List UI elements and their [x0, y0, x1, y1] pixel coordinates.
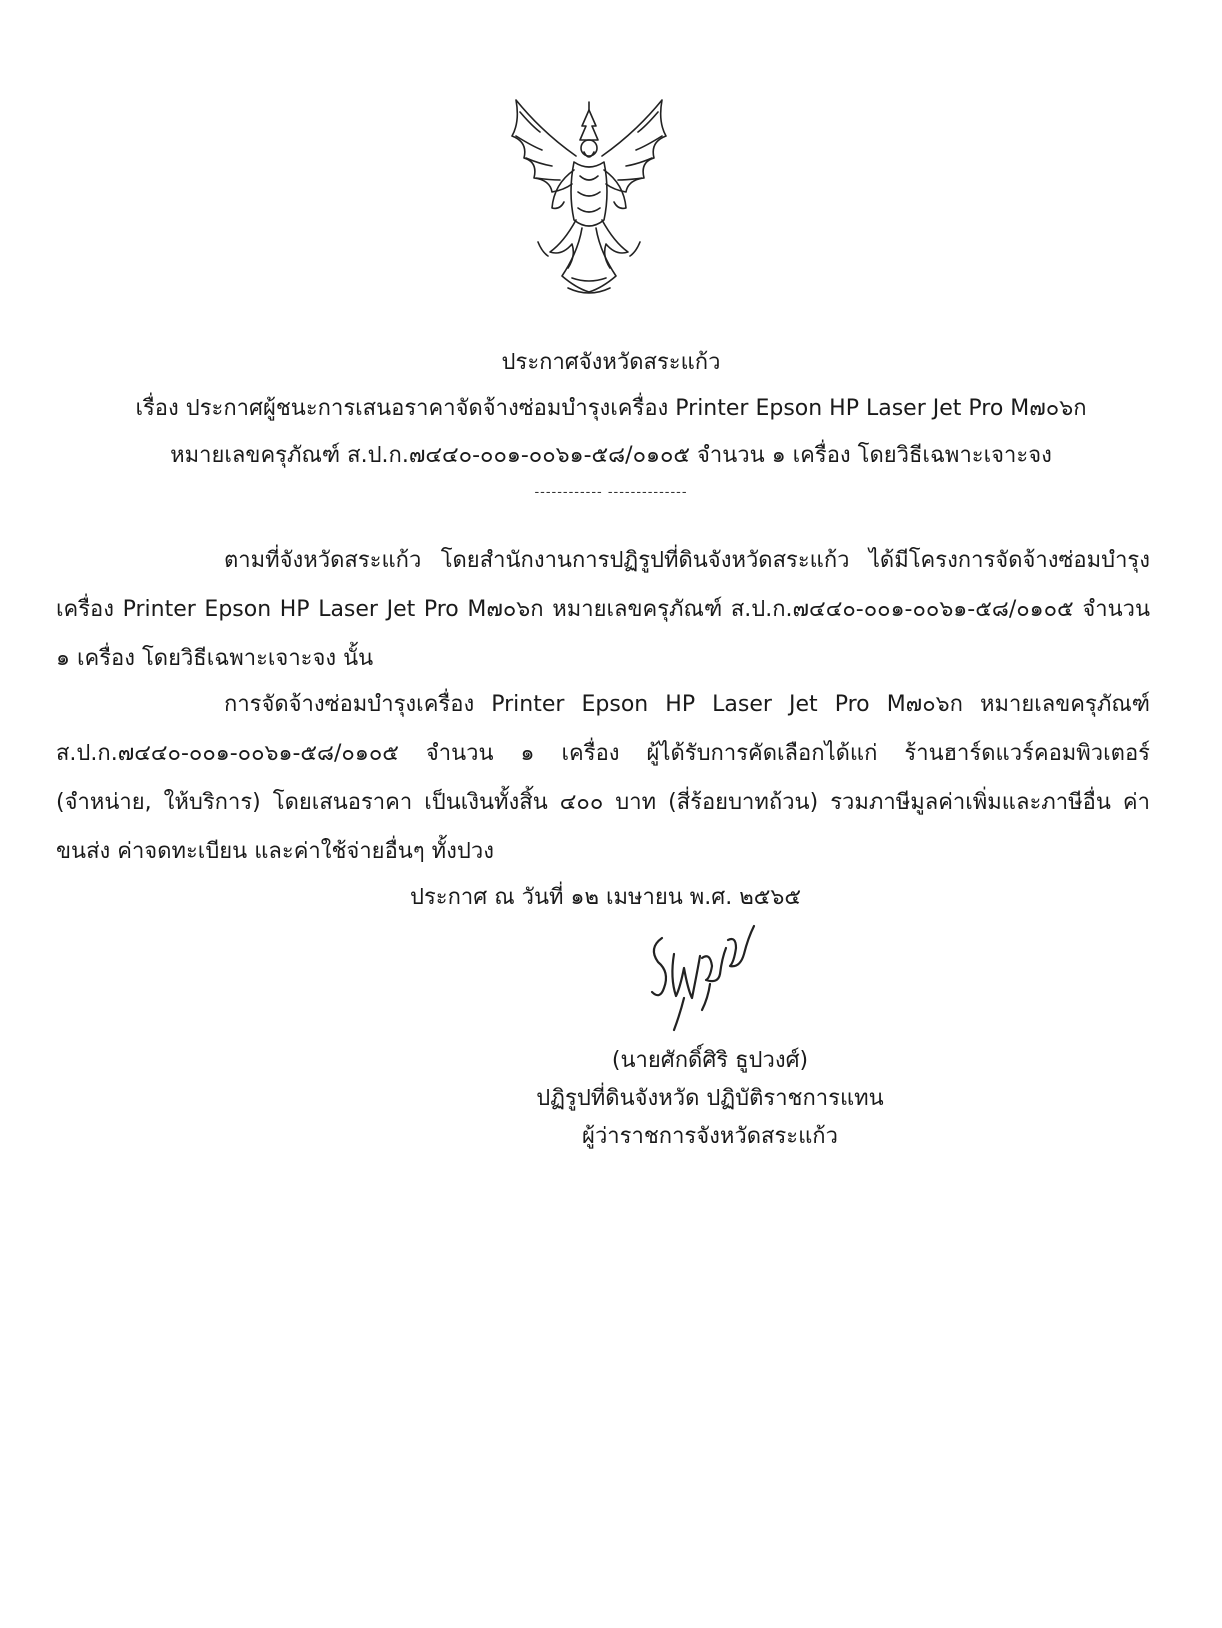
body-paragraph-1 [56, 536, 1150, 683]
garuda-emblem-icon [502, 92, 676, 302]
handwritten-signature-icon [640, 918, 770, 1038]
subject-line-1: เรื่อง ประกาศผู้ชนะการเสนอราคาจัดจ้างซ่อมบำรุงเครื่อง Printer Epson HP Laser Jet Pro M๗๐๖ก [135, 396, 1087, 421]
paragraph-1-text: ตามที่จังหวัดสระแก้ว โดยสำนักงานการปฏิรูปที่ดินจังหวัดสระแก้ว ได้มีโครงการจัดจ้างซ่อมบำรุงเครื่อง Printer Epson HP Laser Jet Pro M๗๐๖ก หมายเลขครุภัณฑ์ ส.ป.ก.๗๔๔๐-๐๐๑-๐๐๖๑-๕๘/๐๑๐๕ จำนวน ๑ เครื่อง โดยวิธีเฉพาะเจาะจง นั้น [56, 548, 1150, 671]
announcement-date: ประกาศ ณ วันที่ ๑๒ เมษายน พ.ศ. ๒๕๖๕ [410, 885, 801, 910]
signer-position: ปฏิรูปที่ดินจังหวัด ปฏิบัติราชการแทน [536, 1086, 884, 1111]
signer-name: (นายศักดิ์ศิริ ธูปวงศ์) [611, 1048, 809, 1073]
subject-line-2: หมายเลขครุภัณฑ์ ส.ป.ก.๗๔๔๐-๐๐๑-๐๐๖๑-๕๘/๐๑๐๕ จำนวน ๑ เครื่อง โดยวิธีเฉพาะเจาะจง [170, 443, 1052, 468]
body-paragraph-2 [56, 680, 1150, 876]
signer-on-behalf: ผู้ว่าราชการจังหวัดสระแก้ว [582, 1124, 838, 1149]
issuer-title: ประกาศจังหวัดสระแก้ว [501, 350, 721, 375]
header-divider: ------------ -------------- [534, 485, 688, 500]
paragraph-2-text: การจัดจ้างซ่อมบำรุงเครื่อง Printer Epson HP Laser Jet Pro M๗๐๖ก หมายเลขครุภัณฑ์ ส.ป.ก.๗๔๔๐-๐๐๑-๐๐๖๑-๕๘/๐๑๐๕ จำนวน ๑ เครื่อง ผู้ได้รับการคัดเลือกได้แก่ ร้านฮาร์ดแวร์คอมพิวเตอร์ (จำหน่าย, ให้บริการ) โดยเสนอราคา เป็นเงินทั้งสิ้น ๔๐๐ บาท (สี่ร้อยบาทถ้วน) รวมภาษีมูลค่าเพิ่มและภาษีอื่น ค่าขนส่ง ค่าจดทะเบียน และค่าใช้จ่ายอื่นๆ ทั้งปวง [56, 692, 1150, 864]
signature-block [500, 1042, 920, 1156]
